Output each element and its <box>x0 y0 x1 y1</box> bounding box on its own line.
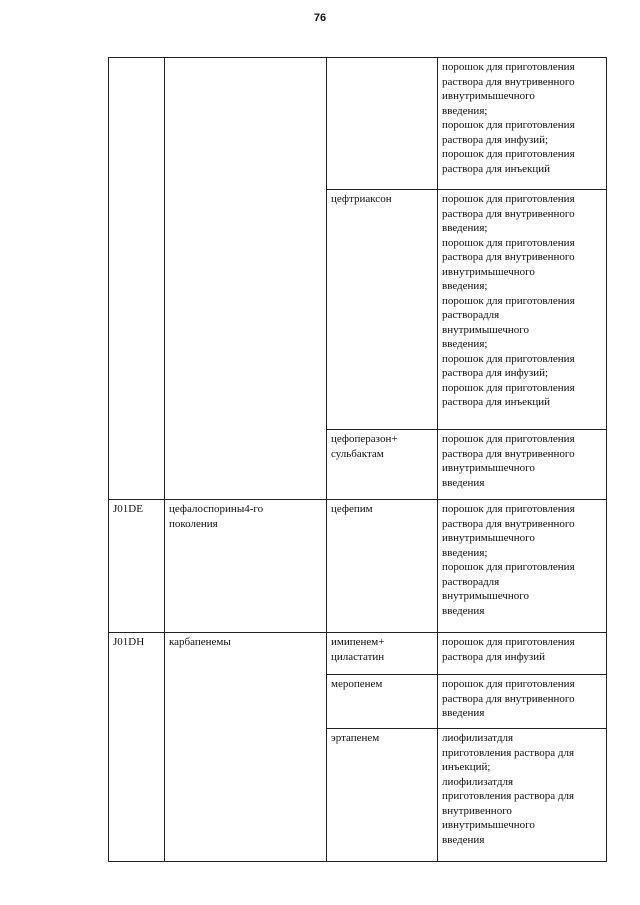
dosage-form-line: порошок для приготовления <box>442 294 575 307</box>
dosage-form-line: приготовления раствора для <box>442 746 574 759</box>
dosage-form-line: введения; <box>442 222 488 234</box>
dosage-form-line: раствора для внутривенного <box>442 75 575 88</box>
dosage-form-line: раствора для внутривенного <box>442 517 575 530</box>
atc-code-cell: J01DE <box>109 500 165 633</box>
drug-name-cell <box>327 633 438 675</box>
dosage-form-line: порошок для приготовления <box>442 61 575 73</box>
dosage-form-line: раствора для внутривенного <box>442 251 575 263</box>
dosage-form-line: порошок для приготовления <box>442 503 575 515</box>
table-row <box>109 58 607 190</box>
dosage-form-line: раствора для внутривенного <box>442 447 575 460</box>
dosage-form-line: порошок для приготовления <box>442 678 575 690</box>
drug-name-cell <box>327 729 438 862</box>
dosage-form-line: приготовления раствора для <box>442 790 574 802</box>
dosage-form-line: лиофилизатдля <box>442 775 514 788</box>
dosage-form-line: порошок для приготовления <box>442 561 575 573</box>
dosage-form-line: введения; <box>442 338 488 350</box>
drug-name-cell <box>327 58 438 190</box>
drug-name-cell <box>327 675 438 729</box>
dosage-form-line: введения <box>442 476 485 489</box>
dosage-form-line: введения <box>442 604 485 617</box>
dosage-form-line: инъекций; <box>442 761 491 773</box>
drug-name-line: имипенем+ <box>331 636 385 648</box>
drug-name-line: цефтриаксон <box>331 193 392 205</box>
dosage-form-line: лиофилизатдля <box>442 732 514 744</box>
dosage-form-line: раствора для внутривенного <box>442 692 575 705</box>
dosage-form-line: введения; <box>442 280 488 292</box>
drug-name-line: цефепим <box>331 503 373 515</box>
dosage-form-line: порошок для приготовления <box>442 119 575 131</box>
group-line: цефалоспорины4-го <box>169 503 264 515</box>
dosage-form-cell <box>438 190 607 430</box>
dosage-form-line: порошок для приготовления <box>442 381 575 394</box>
dosage-form-line: порошок для приготовления <box>442 236 575 249</box>
dosage-form-line: растворадля <box>442 575 500 588</box>
drug-name-line: эртапенем <box>331 732 380 744</box>
drug-name-cell <box>327 190 438 430</box>
dosage-form-line: ивнутримышечного <box>442 90 535 102</box>
atc-code-cell: J01DH <box>109 633 165 862</box>
dosage-form-line: раствора для инфузий; <box>442 367 549 379</box>
dosage-form-line: раствора для инфузий; <box>442 133 549 146</box>
dosage-form-cell <box>438 729 607 862</box>
dosage-form-line: ивнутримышечного <box>442 462 535 474</box>
dosage-form-line: раствора для инфузий <box>442 650 545 663</box>
drug-name-line: циластатин <box>331 650 385 663</box>
atc-group-cell <box>165 58 327 500</box>
dosage-form-line: порошок для приготовления <box>442 352 575 365</box>
dosage-form-line: внутривенного <box>442 804 512 817</box>
dosage-form-line: раствора для инъекций <box>442 162 551 175</box>
dosage-form-line: ивнутримышечного <box>442 532 535 544</box>
dosage-form-line: введения <box>442 707 485 719</box>
dosage-form-line: введения; <box>442 546 488 559</box>
drug-name-line: цефоперазон+ <box>331 433 398 445</box>
dosage-form-cell <box>438 500 607 633</box>
dosage-form-line: порошок для приготовления <box>442 433 575 445</box>
dosage-form-line: раствора для инъекций <box>442 396 551 408</box>
drug-name-line: меропенем <box>331 678 383 690</box>
dosage-form-line: порошок для приготовления <box>442 193 575 205</box>
group-line: поколения <box>169 517 218 530</box>
drug-name-cell <box>327 500 438 633</box>
dosage-form-line: внутримышечного <box>442 323 529 336</box>
dosage-form-line: порошок для приготовления <box>442 148 575 160</box>
dosage-form-line: ивнутримышечного <box>442 819 535 831</box>
table-row <box>109 633 607 675</box>
drug-table <box>108 57 607 862</box>
dosage-form-cell <box>438 633 607 675</box>
atc-group-cell <box>165 633 327 862</box>
atc-group-cell <box>165 500 327 633</box>
dosage-form-line: раствора для внутривенного <box>442 207 575 220</box>
dosage-form-line: порошок для приготовления <box>442 636 575 648</box>
dosage-form-line: введения; <box>442 104 488 117</box>
dosage-form-cell <box>438 675 607 729</box>
dosage-form-cell <box>438 58 607 190</box>
dosage-form-line: введения <box>442 833 485 846</box>
dosage-form-line: внутримышечного <box>442 590 529 602</box>
page-number: 76 <box>313 12 327 24</box>
table-row <box>109 500 607 633</box>
dosage-form-line: растворадля <box>442 309 500 321</box>
dosage-form-line: ивнутримышечного <box>442 265 535 278</box>
table-body <box>109 58 607 862</box>
atc-code-cell <box>109 58 165 500</box>
dosage-form-cell <box>438 430 607 500</box>
drug-name-line: сульбактам <box>331 447 384 460</box>
group-line: карбапенемы <box>169 636 231 648</box>
drug-name-cell <box>327 430 438 500</box>
